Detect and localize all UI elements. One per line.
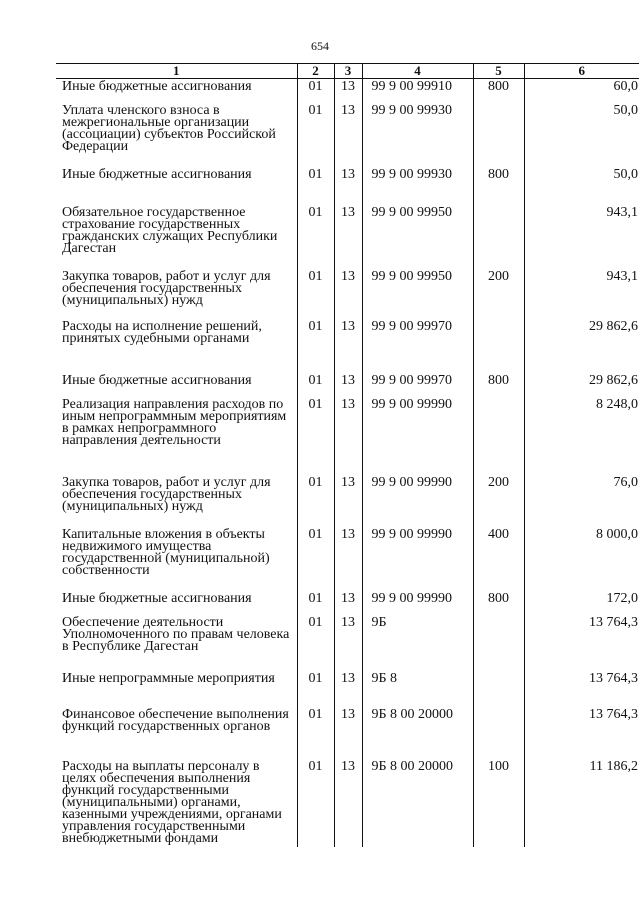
row-name: Обязательное государственное страхование государственных гражданских служащих Республики Дагестан bbox=[62, 204, 278, 256]
row-subsection: 13 bbox=[334, 319, 362, 373]
row-subsection: 13 bbox=[334, 167, 362, 205]
row-amount: 8 248,0 bbox=[524, 397, 639, 475]
row-target-article: 9Б 8 00 20000 bbox=[362, 707, 473, 759]
table-row bbox=[56, 79, 639, 103]
row-amount: 13 764,3 bbox=[524, 671, 639, 707]
row-section: 01 bbox=[297, 319, 334, 373]
row-amount: 76,0 bbox=[524, 475, 639, 527]
table-row bbox=[56, 527, 639, 591]
row-amount: 60,0 bbox=[524, 79, 639, 103]
col-header-name: 1 bbox=[56, 64, 297, 79]
table-row bbox=[56, 205, 639, 269]
row-name: Иные бюджетные ассигнования bbox=[62, 372, 252, 388]
row-subsection: 13 bbox=[334, 591, 362, 615]
row-target-article: 99 9 00 99930 bbox=[362, 167, 473, 205]
col-header-section: 2 bbox=[297, 64, 334, 79]
row-name: Расходы на выплаты персоналу в целях обеспечения выполнения функций государственными (муниципальными) органами, казенными учреждениями, органами управления государственными внебюджетными фондами bbox=[62, 758, 282, 846]
row-expense-type: 800 bbox=[473, 79, 524, 103]
table-row bbox=[56, 475, 639, 527]
row-amount: 29 862,6 bbox=[524, 319, 639, 373]
row-name: Капитальные вложения в объекты недвижимого имущества государственной (муниципальной) собственности bbox=[62, 526, 270, 578]
row-target-article: 9Б 8 00 20000 bbox=[362, 759, 473, 847]
row-section: 01 bbox=[297, 759, 334, 847]
row-section: 01 bbox=[297, 527, 334, 591]
row-expense-type bbox=[473, 707, 524, 759]
row-target-article: 99 9 00 99990 bbox=[362, 397, 473, 475]
col-header-subsection: 3 bbox=[334, 64, 362, 79]
row-subsection: 13 bbox=[334, 269, 362, 319]
row-section: 01 bbox=[297, 205, 334, 269]
table-row bbox=[56, 591, 639, 615]
table-row bbox=[56, 397, 639, 475]
row-section: 01 bbox=[297, 671, 334, 707]
row-target-article: 99 9 00 99950 bbox=[362, 269, 473, 319]
row-section: 01 bbox=[297, 615, 334, 671]
row-expense-type: 100 bbox=[473, 759, 524, 847]
row-target-article: 99 9 00 99930 bbox=[362, 103, 473, 167]
col-header-target-article: 4 bbox=[362, 64, 473, 79]
row-subsection: 13 bbox=[334, 759, 362, 847]
table-row bbox=[56, 103, 639, 167]
row-amount: 943,1 bbox=[524, 205, 639, 269]
row-target-article: 99 9 00 99990 bbox=[362, 527, 473, 591]
row-subsection: 13 bbox=[334, 707, 362, 759]
row-amount: 29 862,6 bbox=[524, 373, 639, 397]
row-amount: 50,0 bbox=[524, 103, 639, 167]
row-section: 01 bbox=[297, 397, 334, 475]
table-row bbox=[56, 759, 639, 847]
row-target-article: 99 9 00 99950 bbox=[362, 205, 473, 269]
col-header-expense-type: 5 bbox=[473, 64, 524, 79]
row-expense-type bbox=[473, 671, 524, 707]
table-row bbox=[56, 167, 639, 205]
row-amount: 8 000,0 bbox=[524, 527, 639, 591]
row-name: Уплата членского взноса в межрегиональные организации (ассоциации) субъектов Российской Федерации bbox=[62, 102, 276, 154]
row-amount: 13 764,3 bbox=[524, 615, 639, 671]
row-amount: 11 186,2 bbox=[524, 759, 639, 847]
row-expense-type: 400 bbox=[473, 527, 524, 591]
row-section: 01 bbox=[297, 707, 334, 759]
row-expense-type: 200 bbox=[473, 475, 524, 527]
row-subsection: 13 bbox=[334, 373, 362, 397]
row-name: Расходы на исполнение решений, принятых судебными органами bbox=[62, 318, 262, 346]
table-row bbox=[56, 671, 639, 707]
row-section: 01 bbox=[297, 167, 334, 205]
row-subsection: 13 bbox=[334, 103, 362, 167]
table-row bbox=[56, 615, 639, 671]
row-name: Финансовое обеспечение выполнения функций государственных органов bbox=[62, 706, 289, 734]
row-subsection: 13 bbox=[334, 527, 362, 591]
row-name: Иные бюджетные ассигнования bbox=[62, 79, 252, 94]
row-target-article: 99 9 00 99990 bbox=[362, 475, 473, 527]
row-amount: 943,1 bbox=[524, 269, 639, 319]
header-row bbox=[56, 64, 639, 79]
row-expense-type: 200 bbox=[473, 269, 524, 319]
row-name: Иные бюджетные ассигнования bbox=[62, 166, 252, 182]
row-name: Обеспечение деятельности Уполномоченного по правам человека в Республике Дагестан bbox=[62, 614, 290, 654]
row-name: Иные непрограммные мероприятия bbox=[62, 670, 275, 686]
budget-table bbox=[56, 63, 639, 847]
row-expense-type bbox=[473, 319, 524, 373]
page-number: 654 bbox=[311, 39, 329, 53]
table-row bbox=[56, 319, 639, 373]
row-target-article: 99 9 00 99990 bbox=[362, 591, 473, 615]
row-target-article: 99 9 00 99910 bbox=[362, 79, 473, 103]
row-target-article: 99 9 00 99970 bbox=[362, 373, 473, 397]
row-section: 01 bbox=[297, 103, 334, 167]
row-target-article: 9Б 8 bbox=[362, 671, 473, 707]
row-subsection: 13 bbox=[334, 671, 362, 707]
row-section: 01 bbox=[297, 591, 334, 615]
row-expense-type bbox=[473, 103, 524, 167]
row-target-article: 9Б bbox=[362, 615, 473, 671]
row-expense-type bbox=[473, 615, 524, 671]
row-name: Иные бюджетные ассигнования bbox=[62, 590, 252, 606]
row-expense-type bbox=[473, 205, 524, 269]
row-expense-type: 800 bbox=[473, 591, 524, 615]
row-expense-type: 800 bbox=[473, 167, 524, 205]
table-row bbox=[56, 373, 639, 397]
row-section: 01 bbox=[297, 373, 334, 397]
row-name: Закупка товаров, работ и услуг для обеспечения государственных (муниципальных) нужд bbox=[62, 268, 271, 308]
table-row bbox=[56, 707, 639, 759]
row-subsection: 13 bbox=[334, 205, 362, 269]
row-name: Реализация направления расходов по иным непрограммным мероприятиям в рамках непрограммного направления деятельности bbox=[62, 396, 287, 448]
row-section: 01 bbox=[297, 475, 334, 527]
table-row bbox=[56, 269, 639, 319]
row-target-article: 99 9 00 99970 bbox=[362, 319, 473, 373]
row-amount: 13 764,3 bbox=[524, 707, 639, 759]
row-expense-type bbox=[473, 397, 524, 475]
row-section: 01 bbox=[297, 269, 334, 319]
row-subsection: 13 bbox=[334, 615, 362, 671]
row-subsection: 13 bbox=[334, 79, 362, 103]
row-amount: 50,0 bbox=[524, 167, 639, 205]
row-amount: 172,0 bbox=[524, 591, 639, 615]
row-expense-type: 800 bbox=[473, 373, 524, 397]
row-subsection: 13 bbox=[334, 397, 362, 475]
row-section: 01 bbox=[297, 79, 334, 103]
row-name: Закупка товаров, работ и услуг для обеспечения государственных (муниципальных) нужд bbox=[62, 474, 271, 514]
row-subsection: 13 bbox=[334, 475, 362, 527]
col-header-amount: 6 bbox=[524, 64, 639, 79]
